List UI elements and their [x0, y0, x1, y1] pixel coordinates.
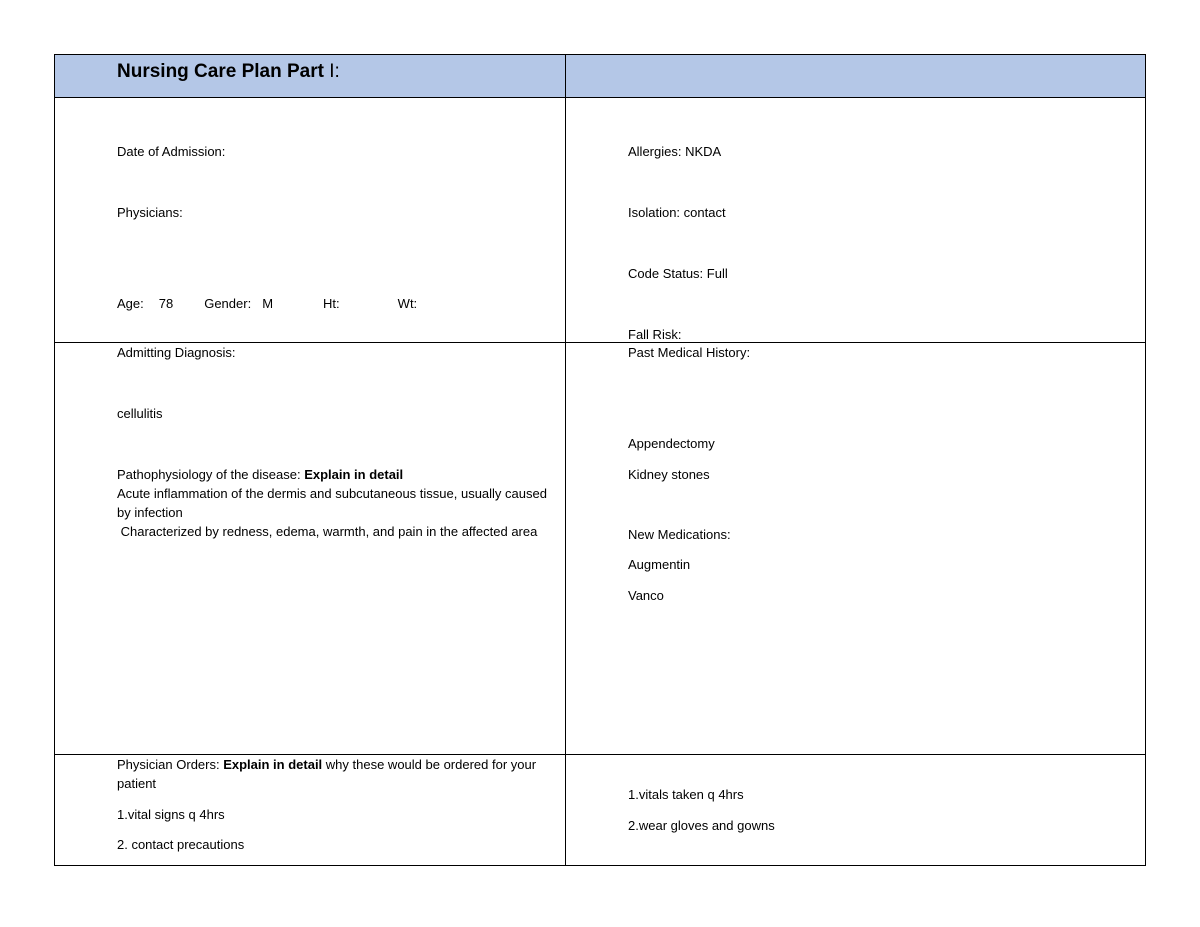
- medication-item: Vanco: [628, 588, 664, 603]
- pathophysiology-line-1: Acute inflammation of the dermis and subcutaneous tissue, usually caused by infection: [117, 486, 547, 520]
- order-item: 2. contact precautions: [117, 837, 245, 852]
- title-bold: Nursing Care Plan Part: [117, 61, 330, 82]
- allergies-text: Allergies: NKDA: [628, 144, 722, 159]
- physician-orders-label: [117, 755, 547, 793]
- pathophysiology-emphasis: Explain in detail: [304, 467, 404, 482]
- admission-cell: [55, 98, 566, 342]
- pathophysiology-label-text: Pathophysiology of the disease:: [117, 467, 305, 482]
- orders-rationale-cell: [566, 755, 1145, 865]
- status-cell: [566, 98, 1145, 342]
- header-title-cell: [55, 55, 566, 97]
- medication-item: Augmentin: [628, 557, 691, 572]
- height-label: Ht:: [323, 296, 340, 311]
- physicians-label: Physicians:: [117, 205, 183, 220]
- title-plain: I:: [329, 61, 340, 82]
- history-item: Kidney stones: [628, 467, 710, 482]
- new-medications-label: New Medications:: [628, 527, 731, 542]
- fall-risk-label: Fall Risk:: [628, 327, 682, 342]
- gender-label: Gender:: [204, 296, 252, 311]
- orders-emphasis: Explain in detail: [223, 757, 323, 772]
- orders-label-rest: why these would be ordered for your patient: [117, 757, 537, 791]
- gender-value: M: [262, 296, 274, 311]
- admitting-diagnosis-value: cellulitis: [117, 406, 163, 421]
- care-plan-table: [54, 54, 1146, 866]
- orders-label-text: Physician Orders:: [117, 757, 224, 772]
- diagnosis-cell: [55, 343, 566, 754]
- rationale-item: 2.wear gloves and gowns: [628, 818, 775, 833]
- history-cell: [566, 343, 1145, 754]
- pathophysiology-label: [117, 465, 403, 484]
- order-item: 1.vital signs q 4hrs: [117, 807, 225, 822]
- demographics-line: [117, 294, 417, 313]
- table-header-row: [55, 55, 1145, 98]
- admitting-diagnosis-label: Admitting Diagnosis:: [117, 345, 236, 360]
- weight-label: Wt:: [397, 296, 418, 311]
- age-label: Age:: [117, 296, 144, 311]
- age-value: 78: [158, 296, 174, 311]
- page-title: [117, 61, 340, 83]
- pathophysiology-line-2: Characterized by redness, edema, warmth, and pain in the affected area: [117, 524, 538, 539]
- rationale-item: 1.vitals taken q 4hrs: [628, 787, 744, 802]
- header-empty-cell: [566, 55, 1145, 97]
- diagnosis-row: [55, 343, 1145, 755]
- orders-row: [55, 755, 1145, 865]
- past-medical-history-label: Past Medical History:: [628, 345, 751, 360]
- admission-row: [55, 98, 1145, 343]
- date-of-admission-label: Date of Admission:: [117, 144, 226, 159]
- isolation-text: Isolation: contact: [628, 205, 726, 220]
- history-item: Appendectomy: [628, 436, 715, 451]
- code-status-text: Code Status: Full: [628, 266, 728, 281]
- orders-cell: [55, 755, 566, 865]
